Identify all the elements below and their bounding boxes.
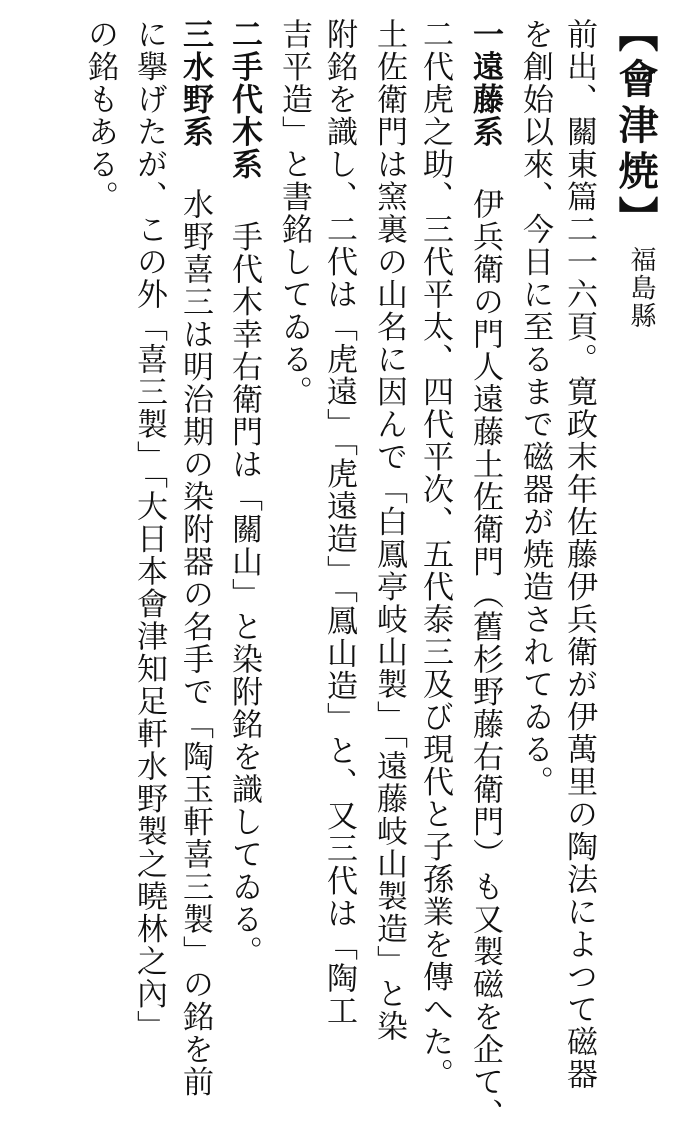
intro-line-2: を創始以來、今日に至るまで磁器が焼造されてゐる。 (517, 18, 553, 798)
section-3-number: 三 (177, 18, 213, 51)
section-2-number: 二 (226, 18, 262, 51)
section-1-line-4: 附銘を識し、二代は「虎遠」「虎遠造」「鳳山造」と、又三代は「陶工 (321, 18, 357, 1027)
intro-line-1: 前出、關東篇二一六頁。寛政末年佐藤伊兵衛が伊萬里の陶法によつて磁器 (561, 18, 597, 1091)
section-3-line-1: 水野喜三は明治期の染附器の名手で「陶玉軒喜三製」の銘を前 (177, 188, 213, 1098)
section-1-number: 一 (467, 18, 503, 51)
section-1-name: 遠藤系 (467, 50, 503, 148)
section-3-line-3: の銘もある。 (82, 18, 118, 213)
section-title: 【會津焼】 (612, 12, 658, 242)
section-2-name: 手代木系 (226, 50, 262, 181)
section-1-line-1: 伊兵衛の門人遠藤土佐衛門（舊杉野藤右衛門）も又製磁を企て、 (467, 188, 503, 1131)
section-3-name: 水野系 (177, 50, 213, 148)
section-2-line-1: 手代木幸右衛門は「關山」と染附銘を識してゐる。 (226, 220, 262, 968)
section-3-first-line (177, 18, 213, 1098)
prefecture-label: 福島縣 (626, 246, 656, 330)
section-2-first-line (226, 18, 262, 968)
section-1-line-2: 二代虎之助、三代平太、四代平次、五代泰三及び現代と子孫業を傳へた。 (417, 18, 453, 1091)
section-1-line-3: 土佐衛門は窯裏の山名に因んで「白鳳亭岐山製」「遠藤岐山製造」と染 (371, 18, 407, 1043)
section-1-first-line (467, 18, 503, 1131)
section-3-line-2: に擧げたが、この外「喜三製」「大日本會津知足軒水野製之曉林之內」 (131, 18, 167, 1043)
section-1-line-5: 吉平造」と書銘してゐる。 (276, 18, 312, 408)
